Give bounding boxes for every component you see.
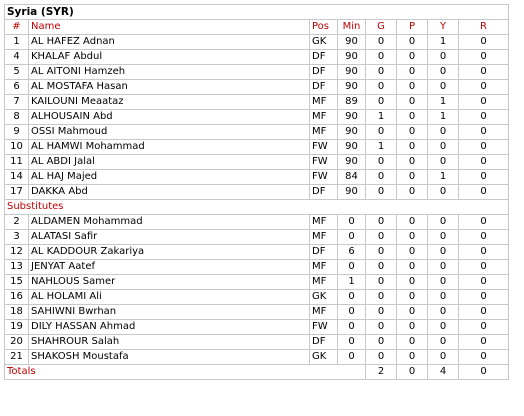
player-minutes: 90	[338, 140, 366, 155]
player-minutes: 0	[338, 350, 366, 365]
col-header-penalties: P	[397, 20, 428, 35]
player-yellow-cards: 1	[428, 95, 459, 110]
player-goals: 0	[366, 260, 397, 275]
player-goals: 0	[366, 65, 397, 80]
player-penalties: 0	[397, 140, 428, 155]
player-name: AL HOLAMI Ali	[29, 290, 310, 305]
player-goals: 0	[366, 125, 397, 140]
player-position: MF	[310, 260, 338, 275]
player-red-cards: 0	[459, 35, 509, 50]
player-goals: 0	[366, 335, 397, 350]
player-goals: 0	[366, 305, 397, 320]
player-penalties: 0	[397, 335, 428, 350]
player-name: ALHOUSAIN Abd	[29, 110, 310, 125]
player-minutes: 0	[338, 215, 366, 230]
player-goals: 1	[366, 110, 397, 125]
player-goals: 0	[366, 155, 397, 170]
totals-goals: 2	[366, 365, 397, 380]
player-position: GK	[310, 350, 338, 365]
player-red-cards: 0	[459, 110, 509, 125]
player-number: 11	[5, 155, 29, 170]
player-number: 19	[5, 320, 29, 335]
player-penalties: 0	[397, 170, 428, 185]
player-number: 6	[5, 80, 29, 95]
player-yellow-cards: 0	[428, 350, 459, 365]
player-name: DILY HASSAN Ahmad	[29, 320, 310, 335]
player-goals: 0	[366, 275, 397, 290]
player-row	[5, 95, 509, 110]
player-number: 5	[5, 65, 29, 80]
player-yellow-cards: 0	[428, 305, 459, 320]
player-minutes: 84	[338, 170, 366, 185]
player-position: DF	[310, 50, 338, 65]
player-red-cards: 0	[459, 65, 509, 80]
player-number: 1	[5, 35, 29, 50]
player-number: 16	[5, 290, 29, 305]
player-yellow-cards: 0	[428, 215, 459, 230]
player-penalties: 0	[397, 50, 428, 65]
player-position: MF	[310, 275, 338, 290]
player-row	[5, 110, 509, 125]
player-minutes: 0	[338, 305, 366, 320]
player-yellow-cards: 0	[428, 140, 459, 155]
player-position: FW	[310, 140, 338, 155]
player-position: DF	[310, 80, 338, 95]
player-red-cards: 0	[459, 80, 509, 95]
player-red-cards: 0	[459, 230, 509, 245]
player-row	[5, 275, 509, 290]
header-row	[5, 20, 509, 35]
player-minutes: 90	[338, 155, 366, 170]
player-penalties: 0	[397, 80, 428, 95]
player-penalties: 0	[397, 110, 428, 125]
col-header-number: #	[5, 20, 29, 35]
player-number: 20	[5, 335, 29, 350]
player-goals: 0	[366, 95, 397, 110]
player-row	[5, 185, 509, 200]
player-position: MF	[310, 215, 338, 230]
player-row	[5, 125, 509, 140]
player-row	[5, 50, 509, 65]
player-goals: 0	[366, 230, 397, 245]
player-red-cards: 0	[459, 320, 509, 335]
player-penalties: 0	[397, 230, 428, 245]
player-penalties: 0	[397, 260, 428, 275]
player-yellow-cards: 1	[428, 170, 459, 185]
player-row	[5, 80, 509, 95]
player-row	[5, 290, 509, 305]
player-number: 2	[5, 215, 29, 230]
player-penalties: 0	[397, 215, 428, 230]
substitutes-section-row	[5, 200, 509, 215]
player-yellow-cards: 0	[428, 260, 459, 275]
player-number: 9	[5, 125, 29, 140]
player-name: AL ABDI Jalal	[29, 155, 310, 170]
player-penalties: 0	[397, 155, 428, 170]
player-goals: 0	[366, 320, 397, 335]
player-goals: 1	[366, 140, 397, 155]
player-position: DF	[310, 245, 338, 260]
player-yellow-cards: 0	[428, 335, 459, 350]
totals-yellow-cards: 4	[428, 365, 459, 380]
player-minutes: 90	[338, 35, 366, 50]
player-minutes: 90	[338, 80, 366, 95]
player-yellow-cards: 0	[428, 320, 459, 335]
player-red-cards: 0	[459, 155, 509, 170]
player-name: DAKKA Abd	[29, 185, 310, 200]
player-number: 15	[5, 275, 29, 290]
player-red-cards: 0	[459, 245, 509, 260]
player-name: ALATASI Safir	[29, 230, 310, 245]
player-yellow-cards: 0	[428, 290, 459, 305]
player-position: MF	[310, 305, 338, 320]
player-row	[5, 230, 509, 245]
player-goals: 0	[366, 350, 397, 365]
player-number: 3	[5, 230, 29, 245]
player-yellow-cards: 0	[428, 50, 459, 65]
substitutes-label: Substitutes	[5, 200, 509, 215]
player-red-cards: 0	[459, 275, 509, 290]
player-penalties: 0	[397, 245, 428, 260]
player-name: ALDAMEN Mohammad	[29, 215, 310, 230]
player-goals: 0	[366, 185, 397, 200]
team-stats-table	[4, 4, 509, 380]
player-number: 8	[5, 110, 29, 125]
player-name: SHAHROUR Salah	[29, 335, 310, 350]
player-name: KAILOUNI Meaataz	[29, 95, 310, 110]
player-name: OSSI Mahmoud	[29, 125, 310, 140]
player-minutes: 6	[338, 245, 366, 260]
player-position: MF	[310, 125, 338, 140]
col-header-name: Name	[29, 20, 310, 35]
player-name: AL HAMWI Mohammad	[29, 140, 310, 155]
player-yellow-cards: 0	[428, 65, 459, 80]
player-number: 18	[5, 305, 29, 320]
player-row	[5, 35, 509, 50]
player-goals: 0	[366, 215, 397, 230]
player-yellow-cards: 0	[428, 245, 459, 260]
player-position: MF	[310, 95, 338, 110]
player-minutes: 90	[338, 125, 366, 140]
totals-red-cards: 0	[459, 365, 509, 380]
player-name: AL KADDOUR Zakariya	[29, 245, 310, 260]
player-name: AL HAFEZ Adnan	[29, 35, 310, 50]
team-stats-panel	[4, 4, 509, 380]
player-penalties: 0	[397, 65, 428, 80]
player-red-cards: 0	[459, 290, 509, 305]
player-row	[5, 140, 509, 155]
player-name: KHALAF Abdul	[29, 50, 310, 65]
player-yellow-cards: 0	[428, 185, 459, 200]
player-goals: 0	[366, 290, 397, 305]
player-position: DF	[310, 185, 338, 200]
player-minutes: 90	[338, 110, 366, 125]
player-goals: 0	[366, 35, 397, 50]
player-yellow-cards: 0	[428, 125, 459, 140]
player-name: SAHIWNI Bwrhan	[29, 305, 310, 320]
totals-row	[5, 365, 509, 380]
player-number: 12	[5, 245, 29, 260]
player-name: AL AITONI Hamzeh	[29, 65, 310, 80]
player-red-cards: 0	[459, 140, 509, 155]
totals-penalties: 0	[397, 365, 428, 380]
player-penalties: 0	[397, 290, 428, 305]
player-row	[5, 320, 509, 335]
player-penalties: 0	[397, 95, 428, 110]
player-position: DF	[310, 335, 338, 350]
player-number: 7	[5, 95, 29, 110]
player-yellow-cards: 0	[428, 230, 459, 245]
player-number: 4	[5, 50, 29, 65]
player-minutes: 0	[338, 230, 366, 245]
col-header-goals: G	[366, 20, 397, 35]
player-position: MF	[310, 110, 338, 125]
player-penalties: 0	[397, 35, 428, 50]
player-position: GK	[310, 290, 338, 305]
player-row	[5, 260, 509, 275]
player-minutes: 90	[338, 185, 366, 200]
player-red-cards: 0	[459, 335, 509, 350]
player-minutes: 0	[338, 260, 366, 275]
col-header-red-cards: R	[459, 20, 509, 35]
player-red-cards: 0	[459, 185, 509, 200]
player-name: AL HAJ Majed	[29, 170, 310, 185]
player-penalties: 0	[397, 350, 428, 365]
player-minutes: 0	[338, 335, 366, 350]
player-minutes: 0	[338, 290, 366, 305]
player-red-cards: 0	[459, 95, 509, 110]
player-name: JENYAT Aatef	[29, 260, 310, 275]
player-goals: 0	[366, 245, 397, 260]
player-penalties: 0	[397, 125, 428, 140]
player-goals: 0	[366, 80, 397, 95]
title-row	[5, 5, 509, 20]
player-number: 14	[5, 170, 29, 185]
player-yellow-cards: 1	[428, 110, 459, 125]
player-red-cards: 0	[459, 50, 509, 65]
player-row	[5, 155, 509, 170]
player-minutes: 90	[338, 65, 366, 80]
player-minutes: 1	[338, 275, 366, 290]
player-minutes: 90	[338, 50, 366, 65]
player-row	[5, 215, 509, 230]
player-penalties: 0	[397, 185, 428, 200]
player-penalties: 0	[397, 305, 428, 320]
player-goals: 0	[366, 50, 397, 65]
player-row	[5, 65, 509, 80]
player-name: SHAKOSH Moustafa	[29, 350, 310, 365]
col-header-position: Pos	[310, 20, 338, 35]
player-position: DF	[310, 65, 338, 80]
player-red-cards: 0	[459, 305, 509, 320]
player-name: AL MOSTAFA Hasan	[29, 80, 310, 95]
player-position: GK	[310, 35, 338, 50]
player-red-cards: 0	[459, 350, 509, 365]
col-header-minutes: Min	[338, 20, 366, 35]
player-number: 13	[5, 260, 29, 275]
player-number: 10	[5, 140, 29, 155]
player-row	[5, 245, 509, 260]
player-name: NAHLOUS Samer	[29, 275, 310, 290]
player-position: MF	[310, 230, 338, 245]
col-header-yellow-cards: Y	[428, 20, 459, 35]
player-row	[5, 170, 509, 185]
player-position: FW	[310, 170, 338, 185]
player-position: FW	[310, 320, 338, 335]
player-red-cards: 0	[459, 125, 509, 140]
player-number: 17	[5, 185, 29, 200]
player-row	[5, 335, 509, 350]
player-red-cards: 0	[459, 170, 509, 185]
player-yellow-cards: 0	[428, 80, 459, 95]
team-title: Syria (SYR)	[5, 5, 509, 20]
player-red-cards: 0	[459, 260, 509, 275]
player-penalties: 0	[397, 320, 428, 335]
player-yellow-cards: 0	[428, 275, 459, 290]
totals-label: Totals	[5, 365, 366, 380]
player-goals: 0	[366, 170, 397, 185]
player-row	[5, 305, 509, 320]
player-yellow-cards: 1	[428, 35, 459, 50]
player-yellow-cards: 0	[428, 155, 459, 170]
player-minutes: 89	[338, 95, 366, 110]
player-red-cards: 0	[459, 215, 509, 230]
player-position: FW	[310, 155, 338, 170]
player-penalties: 0	[397, 275, 428, 290]
player-number: 21	[5, 350, 29, 365]
player-minutes: 0	[338, 320, 366, 335]
player-row	[5, 350, 509, 365]
